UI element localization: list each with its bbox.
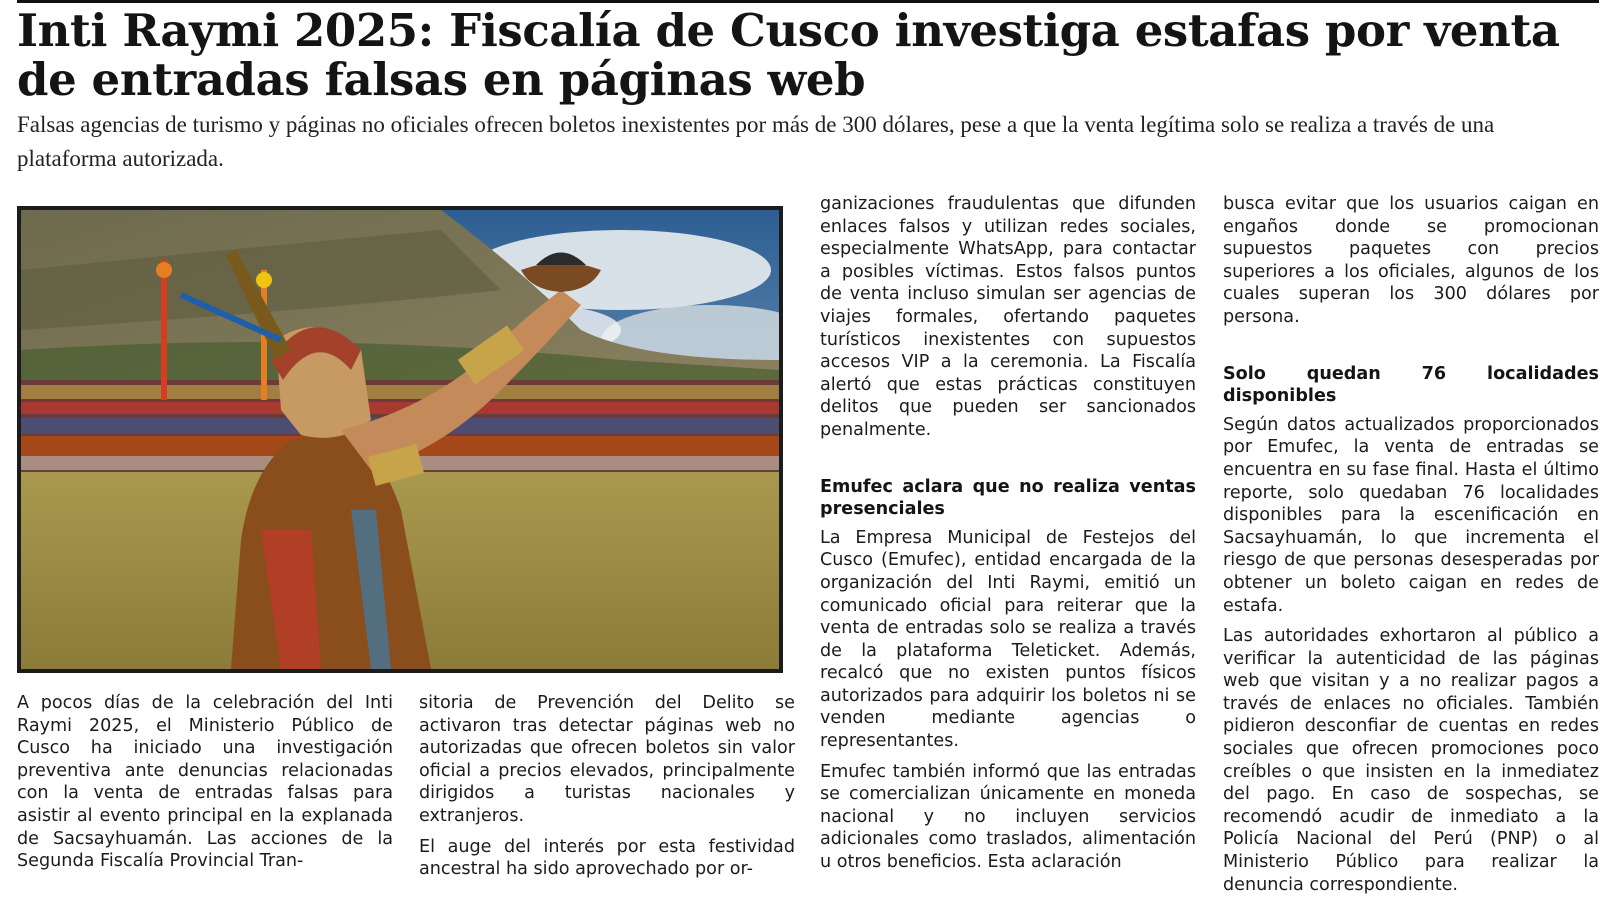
- paragraph: La Empresa Municipal de Festejos del Cusco (Emufec), entidad encargada de la organización del Inti Raymi, emitió un comunicado oficial para reiterar que la venta de entradas solo se realiza a través de la plataforma Teleticket. Además, recalcó que no existen puntos físicos autorizados para adquirir los boletos ni se venden mediante agencias o representantes.: [820, 527, 1196, 752]
- column-3: [820, 193, 1196, 882]
- subheading-localidades: Solo quedan 76 localidades disponibles: [1223, 363, 1599, 407]
- column-1: [17, 692, 393, 881]
- paragraph: A pocos días de la celebración del Inti Raymi 2025, el Ministerio Público de Cusco ha iniciado una investigación preventiva ante denuncias relacionadas con la venta de entradas falsas para asistir al evento principal en la explanada de Sacsayhuamán. Las acciones de la Segunda Fiscalía Provincial Tran-: [17, 693, 393, 872]
- subheading-emufec: Emufec aclara que no realiza ventas presenciales: [820, 476, 1196, 520]
- paragraph: ganizaciones fraudulentas que difunden enlaces falsos y utilizan redes sociales, especialmente WhatsApp, para contactar a posibles víctimas. Estos falsos puntos de venta incluso simulan ser agencias de viajes formales, ofertando paquetes turísticos inexistentes con supuestos accesos VIP a la ceremonia. La Fiscalía alertó que estas prácticas constituyen delitos que pueden ser sancionados penalmente.: [820, 194, 1196, 440]
- headline: Inti Raymi 2025: Fiscalía de Cusco investiga estafas por venta de entradas falsas en páginas web: [17, 4, 1560, 106]
- article-photo: [17, 206, 783, 673]
- top-rule: [17, 0, 1599, 3]
- column-4: [1223, 193, 1599, 904]
- paragraph: Emufec también informó que las entradas se comercializan únicamente en moneda nacional y no incluyen servicios adicionales como traslados, alimentación u otros beneficios. Esta aclaración: [820, 761, 1196, 873]
- paragraph: Según datos actualizados proporcionados por Emufec, la venta de entradas se encuentra en su fase final. Hasta el último reporte, solo quedaban 76 localidades disponibles para la escenificación en Sacsayhuamán, lo que incrementa el riesgo de que personas desesperadas por obtener un boleto caigan en redes de estafa.: [1223, 414, 1599, 616]
- paragraph: Las autoridades exhortaron al público a verificar la autenticidad de las páginas web que visitan y a no realizar pagos a través de enlaces no oficiales. También pidieron desconfiar de cuentas en redes sociales que ofrecen promociones poco creíbles o que insisten en la inmediatez del pago. En caso de sospechas, se recomendó acudir de inmediato a la Policía Nacional del Perú (PNP) o al Ministerio Público para realizar la denuncia correspondiente.: [1223, 626, 1599, 895]
- deck: Falsas agencias de turismo y páginas no oficiales ofrecen boletos inexistentes por más de 300 dólares, pese a que la venta legítima solo se realiza a través de una plataforma autorizada.: [17, 112, 1495, 171]
- paragraph: El auge del interés por esta festividad ancestral ha sido aprovechado por or-: [419, 836, 795, 880]
- paragraph: sitoria de Prevención del Delito se activaron tras detectar páginas web no autorizadas que ofrecen boletos sin valor oficial a precios elevados, principalmente dirigidos a turistas nacionales y extranjeros.: [419, 693, 795, 826]
- column-2: [419, 692, 795, 889]
- paragraph: busca evitar que los usuarios caigan en engaños donde se promocionan supuestos paquetes con precios superiores a los oficiales, algunos de los cuales superan los 300 dólares por persona.: [1223, 194, 1599, 327]
- photo-illustration: [21, 210, 779, 669]
